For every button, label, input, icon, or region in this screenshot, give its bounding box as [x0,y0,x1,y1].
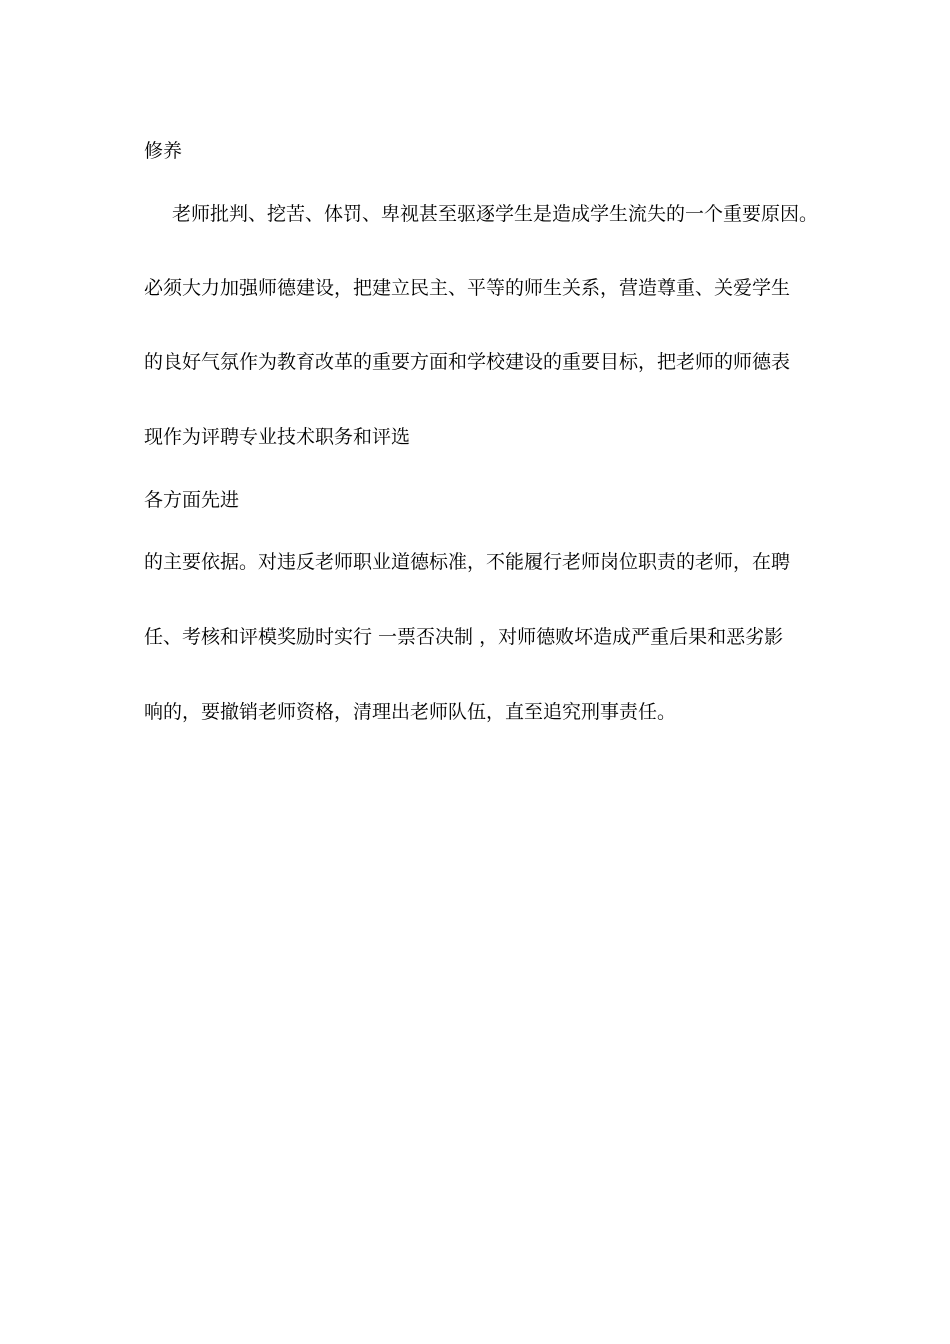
text-line-1: 修养 [144,140,183,162]
text-line-6: 各方面先进 [144,489,240,511]
text-line-4: 的良好气氛作为教育改革的重要方面和学校建设的重要目标，把老师的师德表 [144,351,791,373]
text-line-3: 必须大力加强师德建设，把建立民主、平等的师生关系，营造尊重、关爱学生 [144,277,791,299]
text-line-2: 老师批判、挖苦、体罚、卑视甚至驱逐学生是造成学生流失的一个重要原因。 [172,203,819,225]
text-line-5: 现作为评聘专业技术职务和评选 [144,426,411,448]
text-line-8: 任、考核和评模奖励时实行 一票否决制 ，对师德败坏造成严重后果和恶劣影 [144,626,784,648]
text-line-9: 响的，要撤销老师资格，清理出老师队伍，直至追究刑事责任。 [144,701,677,723]
text-line-7: 的主要依据。对违反老师职业道德标准，不能履行老师岗位职责的老师，在聘 [144,551,791,573]
